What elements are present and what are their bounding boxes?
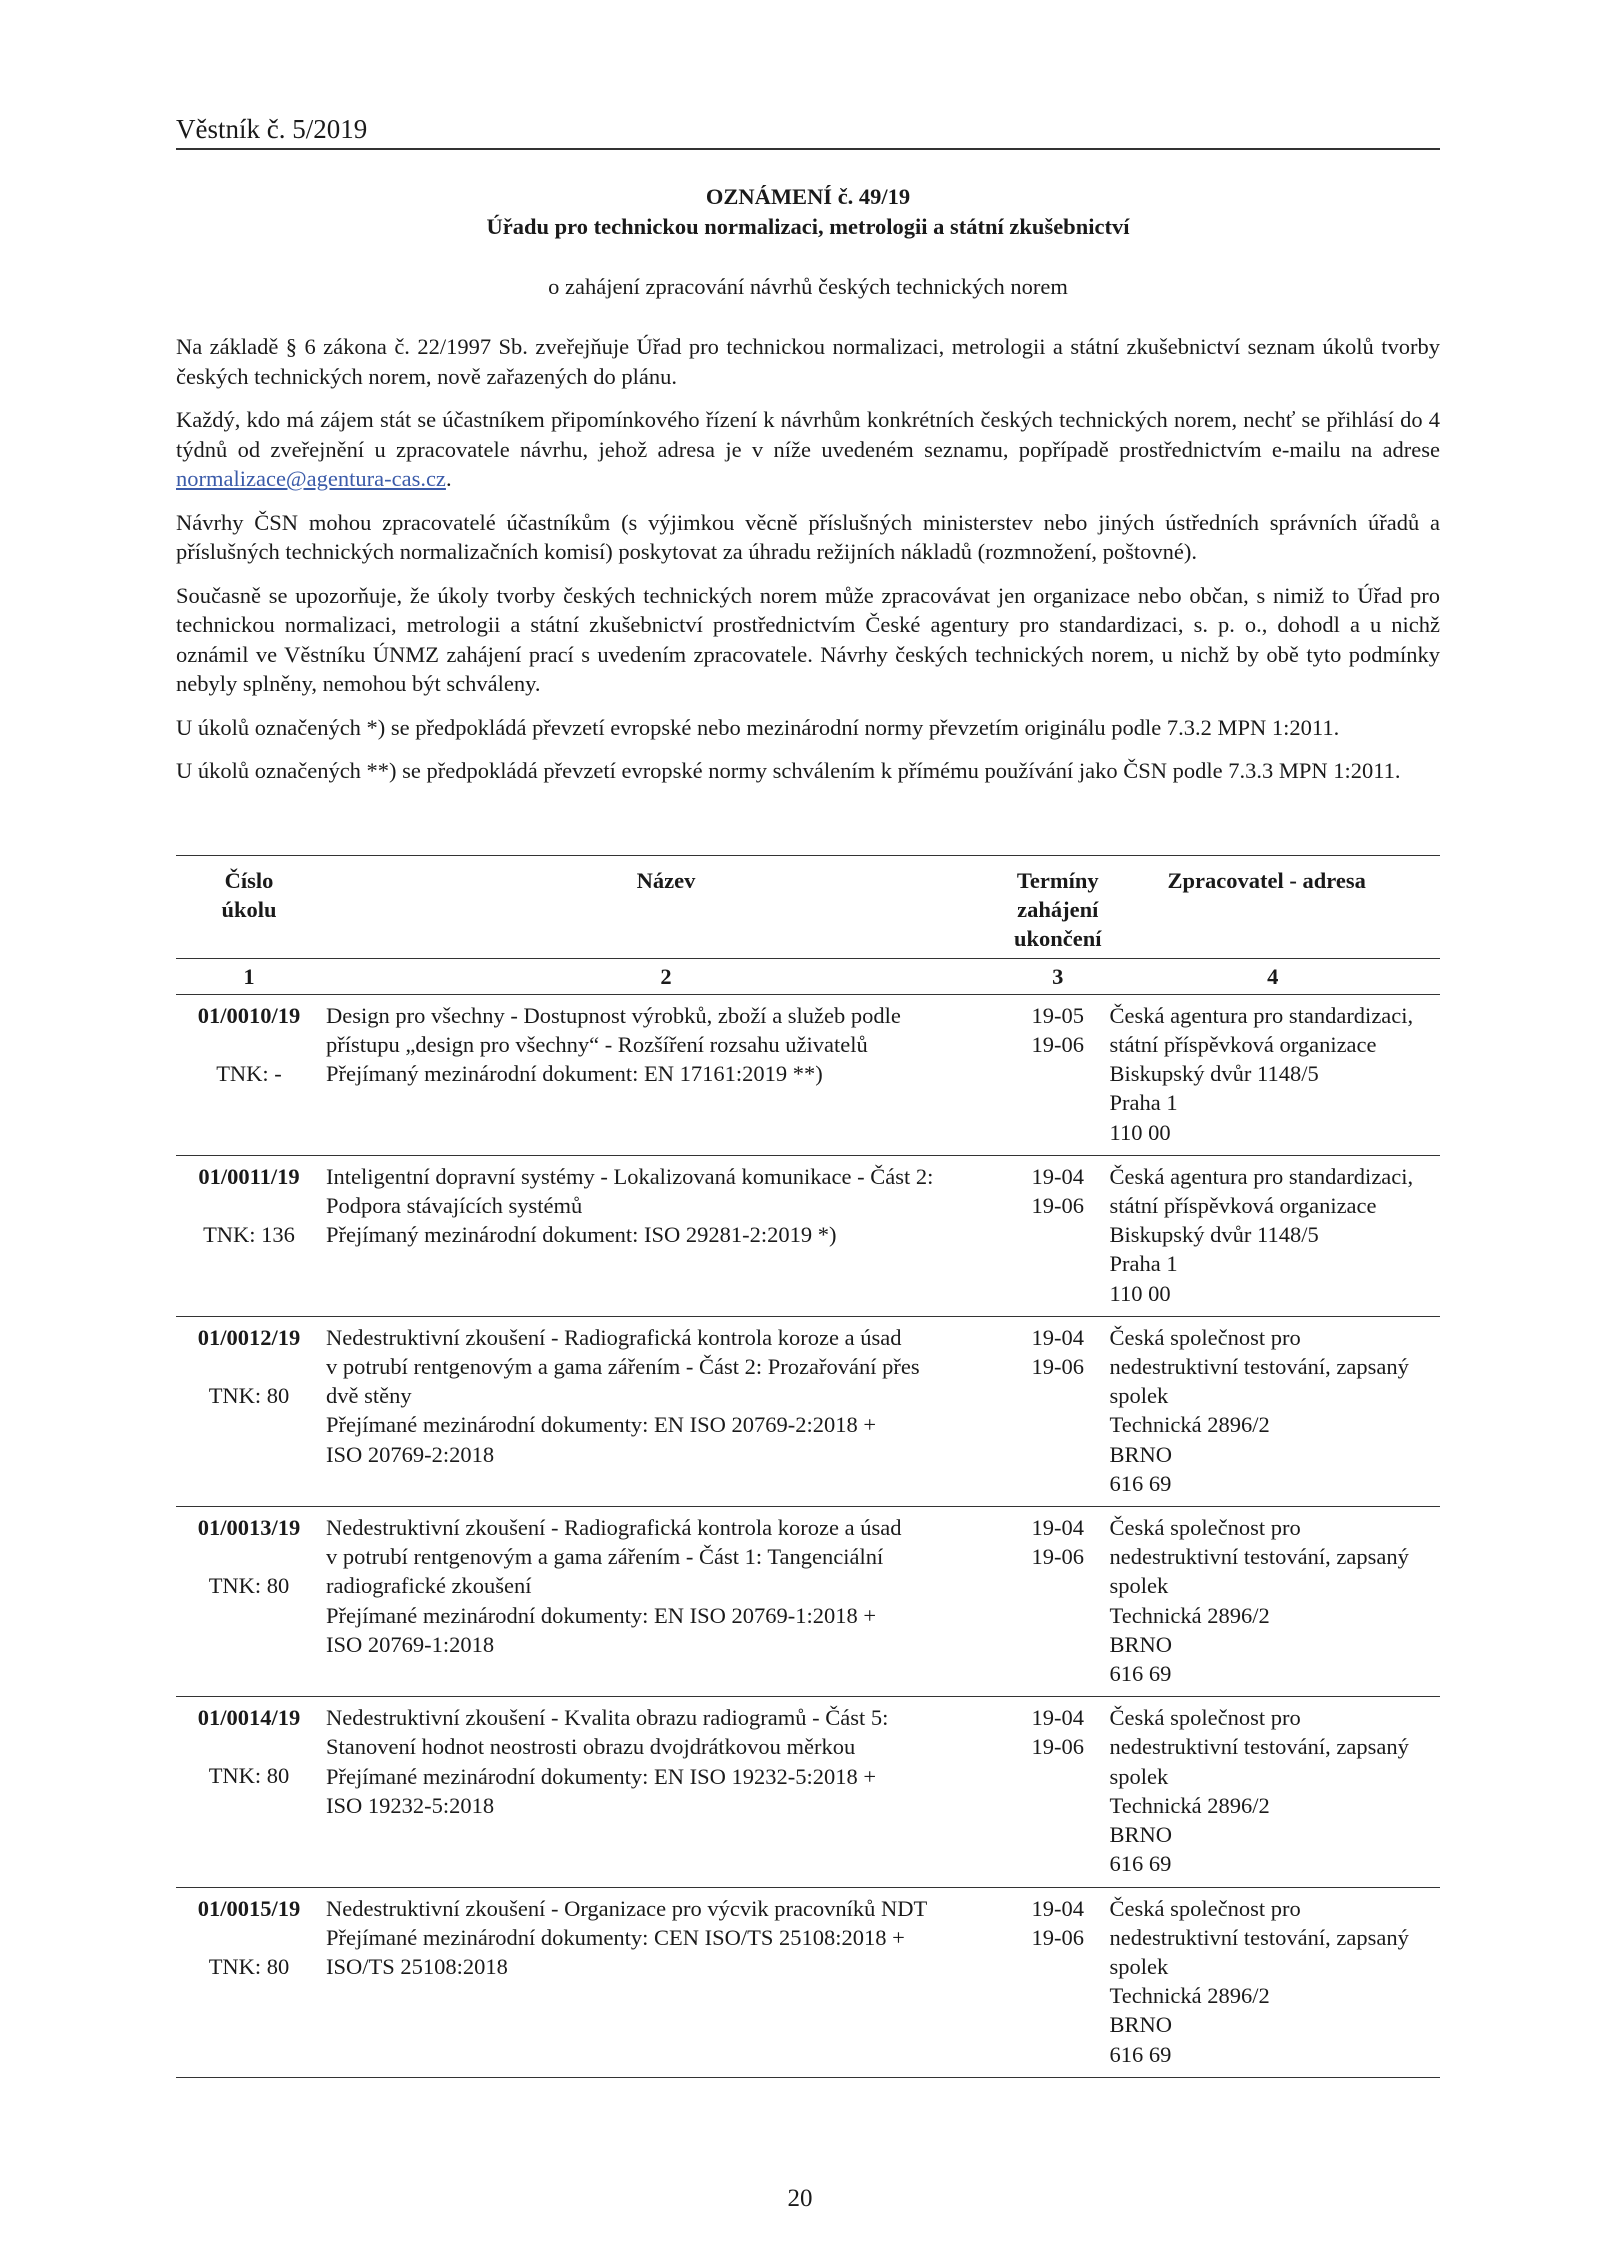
start-term: 19-04 — [1031, 1705, 1085, 1731]
table-row — [176, 994, 1440, 1155]
table-row — [176, 1887, 1440, 2077]
task-terms-cell — [1010, 994, 1106, 1155]
processor-address-line: BRNO — [1109, 1441, 1173, 1467]
task-name-line: Inteligentní dopravní systémy - Lokalizovaná komunikace - Část 2: — [326, 1163, 934, 1189]
processor-address-line: Česká agentura pro standardizaci, — [1109, 1002, 1414, 1028]
table-column-numbers — [176, 958, 1440, 994]
processor-address-line: 616 69 — [1109, 1661, 1172, 1687]
table-header-row — [176, 856, 1440, 959]
processor-address-line: spolek — [1109, 1573, 1169, 1599]
paragraph-participation-end: . — [445, 466, 452, 491]
task-name-line: dvě stěny — [326, 1383, 412, 1409]
column-number: 4 — [1106, 958, 1440, 994]
task-number: 01/0011/19 — [198, 1163, 300, 1189]
tnk-label: TNK: 80 — [208, 1763, 290, 1789]
processor-address-line: 110 00 — [1109, 1119, 1171, 1145]
task-name-cell — [322, 1697, 1010, 1887]
task-name-line: v potrubí rentgenovým a gama zářením - Část 1: Tangenciální — [326, 1544, 884, 1570]
processor-address-line: Česká společnost pro — [1109, 1895, 1301, 1921]
tasks-table — [176, 855, 1440, 2078]
notice-title — [176, 182, 1440, 242]
task-name-line: Podpora stávajících systémů — [326, 1193, 583, 1219]
processor-address-line: spolek — [1109, 1953, 1169, 1979]
processor-address-line: nedestruktivní testování, zapsaný — [1109, 1544, 1409, 1570]
task-cell — [176, 994, 322, 1155]
processor-address-line: 616 69 — [1109, 2041, 1172, 2067]
task-name-cell — [322, 1155, 1010, 1316]
paragraph-drafts: Návrhy ČSN mohou zpracovatelé účastníkům (s výjimkou věcně příslušných ministerstev nebo jiných ústředních správních úřadů a příslušných technických normalizačních komisí) poskytovat za úhradu režijních nákladů (rozmnožení, poštovné). — [176, 509, 1440, 564]
task-name-cell — [322, 1887, 1010, 2077]
table-row — [176, 1155, 1440, 1316]
task-name-line: Přejímané mezinárodní dokumenty: EN ISO 20769-1:2018 + — [326, 1602, 877, 1628]
start-term: 19-04 — [1031, 1324, 1085, 1350]
task-name-line: Nedestruktivní zkoušení - Radiografická kontrola koroze a úsad — [326, 1324, 902, 1350]
processor-address-line: nedestruktivní testování, zapsaný — [1109, 1734, 1409, 1760]
task-cell — [176, 1697, 322, 1887]
tnk-label: TNK: 80 — [208, 1953, 290, 1979]
task-name-line: v potrubí rentgenovým a gama zářením - Část 2: Prozařování přes — [326, 1354, 920, 1380]
task-name-line: Stanovení hodnot neostrosti obrazu dvojdrátkovou měrkou — [326, 1734, 856, 1760]
end-term: 19-06 — [1031, 1544, 1085, 1570]
paragraph-note-single-star: U úkolů označených *) se předpokládá převzetí evropské nebo mezinárodní normy převzetím originálu podle 7.3.2 MPN 1:2011. — [176, 714, 1340, 740]
task-terms-cell — [1010, 1316, 1106, 1506]
task-terms-cell — [1010, 1697, 1106, 1887]
processor-address-line: BRNO — [1109, 2012, 1173, 2038]
processor-cell — [1106, 1887, 1440, 2077]
processor-address-line: 616 69 — [1109, 1470, 1172, 1496]
task-name-line: Nedestruktivní zkoušení - Kvalita obrazu radiogramů - Část 5: — [326, 1705, 889, 1731]
task-name-cell — [322, 1507, 1010, 1697]
task-name-line: Design pro všechny - Dostupnost výrobků, zboží a služeb podle — [326, 1002, 901, 1028]
email-link[interactable]: normalizace@agentura-cas.cz — [176, 466, 446, 491]
paragraph-note-double-star: U úkolů označených **) se předpokládá převzetí evropské normy schválením k přímému používání jako ČSN podle 7.3.3 MPN 1:2011. — [176, 758, 1401, 783]
task-name-line: radiografické zkoušení — [326, 1573, 532, 1599]
task-name-line: Přejímaný mezinárodní dokument: EN 17161:2019 **) — [326, 1061, 823, 1087]
tnk-label: TNK: 136 — [203, 1222, 295, 1248]
processor-address-line: Biskupský dvůr 1148/5 — [1109, 1222, 1319, 1248]
paragraph-warning: Současně se upozorňuje, že úkoly tvorby českých technických norem může zpracovávat jen organizace nebo občan, s nimiž to Úřad pro technickou normalizaci, metrologii a státní zkušebnictví prostřednictvím České agentury pro standardizaci, s. p. o., dohodl a u nichž oznámil ve Věstníku ÚNMZ zahájení prací s uvedením zpracovatele. Návrhy českých technických norem, u nichž by obě tyto podmínky nebyly splněny, nemohou být schváleny. — [176, 582, 1440, 696]
task-name-line: přístupu „design pro všechny“ - Rozšíření rozsahu uživatelů — [326, 1032, 868, 1058]
tnk-label: TNK: 80 — [208, 1383, 290, 1409]
tnk-label: TNK: - — [216, 1061, 282, 1087]
processor-address-line: Technická 2896/2 — [1109, 1412, 1270, 1438]
column-number: 1 — [176, 958, 322, 994]
end-term: 19-06 — [1031, 1734, 1085, 1760]
task-name-line: Nedestruktivní zkoušení - Radiografická kontrola koroze a úsad — [326, 1515, 902, 1541]
processor-address-line: 110 00 — [1109, 1280, 1171, 1306]
processor-address-line: Česká společnost pro — [1109, 1324, 1301, 1350]
notice-issuer: Úřadu pro technickou normalizaci, metrologii a státní zkušebnictví — [486, 214, 1130, 239]
paragraph-participation-text: Každý, kdo má zájem stát se účastníkem připomínkového řízení k návrhům konkrétních českých technických norem, nechť se přihlásí do 4 týdnů od zveřejnění u zpracovatele návrhu, jehož adresa je v níže uvedeném seznamu, popřípadě prostřednictvím e-mailu na adrese — [176, 407, 1440, 462]
notice-body — [176, 332, 1440, 800]
processor-address-line: Biskupský dvůr 1148/5 — [1109, 1061, 1319, 1087]
header-processor: Zpracovatel - adresa — [1106, 856, 1440, 959]
task-name-line: Přejímané mezinárodní dokumenty: CEN ISO/TS 25108:2018 + — [326, 1924, 905, 1950]
start-term: 19-04 — [1031, 1895, 1085, 1921]
tnk-label: TNK: 80 — [208, 1573, 290, 1599]
processor-address-line: Česká agentura pro standardizaci, — [1109, 1163, 1414, 1189]
end-term: 19-06 — [1031, 1032, 1085, 1058]
task-terms-cell — [1010, 1507, 1106, 1697]
processor-address-line: nedestruktivní testování, zapsaný — [1109, 1354, 1409, 1380]
task-name-cell — [322, 1316, 1010, 1506]
processor-address-line: spolek — [1109, 1383, 1169, 1409]
processor-cell — [1106, 1507, 1440, 1697]
task-name-line: Přejímané mezinárodní dokumenty: EN ISO 20769-2:2018 + — [326, 1412, 877, 1438]
page-header: Věstník č. 5/2019 — [176, 113, 1440, 150]
task-number: 01/0013/19 — [197, 1515, 301, 1541]
header-name: Název — [322, 856, 1010, 959]
task-terms-cell — [1010, 1155, 1106, 1316]
processor-address-line: Technická 2896/2 — [1109, 1602, 1270, 1628]
task-cell — [176, 1316, 322, 1506]
end-term: 19-06 — [1031, 1354, 1085, 1380]
processor-address-line: Praha 1 — [1109, 1251, 1178, 1277]
table-row — [176, 1507, 1440, 1697]
processor-address-line: BRNO — [1109, 1822, 1173, 1848]
task-cell — [176, 1887, 322, 2077]
header-terms: Termíny zahájení ukončení — [1010, 856, 1106, 959]
column-number: 2 — [322, 958, 1010, 994]
table-row — [176, 1316, 1440, 1506]
paragraph-participation — [176, 405, 1440, 494]
task-number: 01/0014/19 — [197, 1705, 301, 1731]
task-name-line: Přejímaný mezinárodní dokument: ISO 29281-2:2019 *) — [326, 1222, 837, 1248]
task-name-line: ISO/TS 25108:2018 — [326, 1953, 508, 1979]
processor-address-line: Technická 2896/2 — [1109, 1792, 1270, 1818]
task-terms-cell — [1010, 1887, 1106, 2077]
processor-cell — [1106, 994, 1440, 1155]
processor-cell — [1106, 1155, 1440, 1316]
processor-address-line: Česká společnost pro — [1109, 1705, 1301, 1731]
table-row — [176, 1697, 1440, 1887]
processor-cell — [1106, 1316, 1440, 1506]
processor-address-line: 616 69 — [1109, 1851, 1172, 1877]
task-number: 01/0015/19 — [197, 1895, 301, 1921]
task-name-cell — [322, 994, 1010, 1155]
task-cell — [176, 1155, 322, 1316]
task-name-line: ISO 20769-1:2018 — [326, 1631, 495, 1657]
paragraph-legal-basis: Na základě § 6 zákona č. 22/1997 Sb. zveřejňuje Úřad pro technickou normalizaci, metrologii a státní zkušebnictví seznam úkolů tvorby českých technických norem, nově zařazených do plánu. — [176, 334, 1440, 389]
task-number: 01/0012/19 — [197, 1324, 301, 1350]
start-term: 19-05 — [1031, 1002, 1085, 1028]
processor-address-line: státní příspěvková organizace — [1109, 1032, 1377, 1058]
notice-number: OZNÁMENÍ č. 49/19 — [705, 184, 911, 209]
processor-address-line: spolek — [1109, 1763, 1169, 1789]
task-cell — [176, 1507, 322, 1697]
processor-address-line: Česká společnost pro — [1109, 1515, 1301, 1541]
task-name-line: Přejímané mezinárodní dokumenty: EN ISO 19232-5:2018 + — [326, 1763, 877, 1789]
task-name-line: ISO 19232-5:2018 — [326, 1792, 495, 1818]
processor-address-line: Praha 1 — [1109, 1090, 1178, 1116]
header-task-number: Číslo úkolu — [176, 856, 322, 959]
notice-subtitle: o zahájení zpracování návrhů českých technických norem — [548, 274, 1068, 299]
processor-address-line: státní příspěvková organizace — [1109, 1193, 1377, 1219]
processor-cell — [1106, 1697, 1440, 1887]
task-name-line: ISO 20769-2:2018 — [326, 1441, 495, 1467]
task-name-line: Nedestruktivní zkoušení - Organizace pro výcvik pracovníků NDT — [326, 1895, 928, 1921]
processor-address-line: BRNO — [1109, 1631, 1173, 1657]
start-term: 19-04 — [1031, 1163, 1085, 1189]
page-number: 20 — [787, 2185, 813, 2212]
column-number: 3 — [1010, 958, 1106, 994]
processor-address-line: Technická 2896/2 — [1109, 1983, 1270, 2009]
processor-address-line: nedestruktivní testování, zapsaný — [1109, 1924, 1409, 1950]
start-term: 19-04 — [1031, 1515, 1085, 1541]
end-term: 19-06 — [1031, 1193, 1085, 1219]
task-number: 01/0010/19 — [197, 1002, 301, 1028]
end-term: 19-06 — [1031, 1924, 1085, 1950]
